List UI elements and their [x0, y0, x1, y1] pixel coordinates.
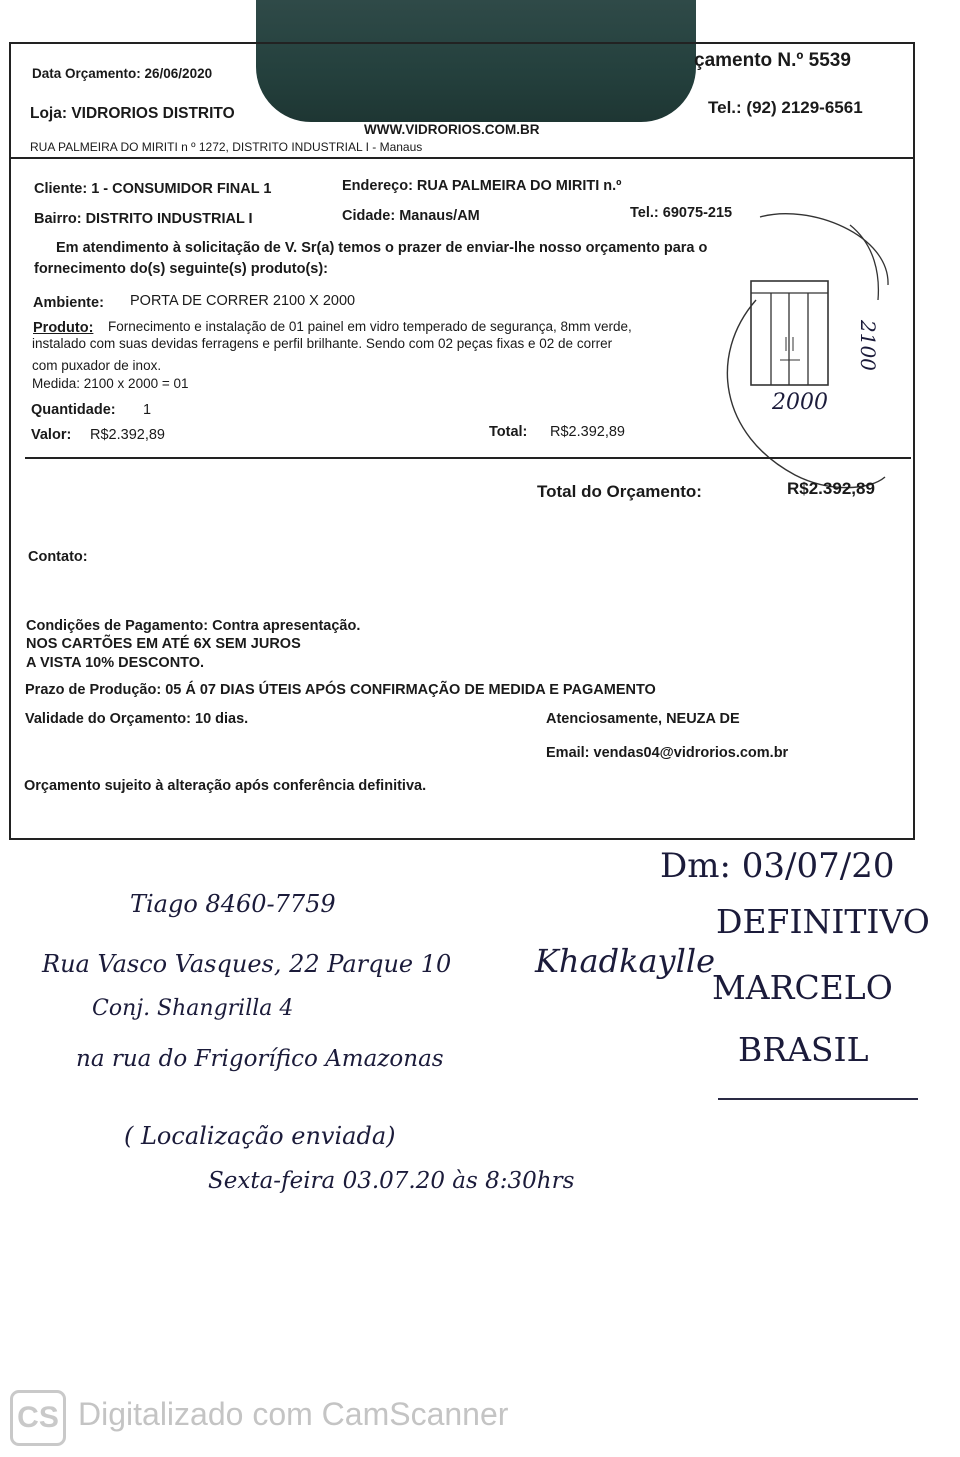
quote-date: Data Orçamento: 26/06/2020	[32, 66, 213, 81]
intro-line-2: fornecimento do(s) seguinte(s) produto(s):	[34, 261, 329, 277]
handwritten-definitivo: DEFINITIVO	[716, 902, 930, 941]
store-name: Loja: VIDRORIOS DISTRITO	[30, 105, 235, 122]
handwritten-address-2: Conj. Shangrilla 4	[92, 996, 294, 1021]
regards: Atenciosamente, NEUZA DE	[546, 711, 740, 727]
handwritten-date-note: Dm: 03/07/20	[660, 846, 895, 886]
seller-email: Email: vendas04@vidrorios.com.br	[546, 745, 789, 761]
client-name: Cliente: 1 - CONSUMIDOR FINAL 1	[34, 181, 272, 197]
value-label: Valor:	[31, 427, 72, 443]
client-address: Endereço: RUA PALMEIRA DO MIRITI n.º	[342, 178, 622, 194]
product-desc-line-1: Fornecimento e instalação de 01 painel em vidro temperado de segurança, 8mm verde,	[108, 319, 632, 334]
handwritten-address-1: Rua Vasco Vasques, 22 Parque 10	[42, 950, 452, 978]
items-divider	[25, 457, 911, 459]
client-city: Cidade: Manaus/AM	[342, 208, 480, 224]
handwritten-brasil: BRASIL	[738, 1030, 869, 1069]
product-label: Produto:	[33, 320, 94, 336]
handwritten-marcelo: MARCELO	[712, 968, 893, 1007]
quote-validity: Validade do Orçamento: 10 dias.	[25, 711, 249, 727]
quantity-value: 1	[143, 402, 152, 418]
environment-label: Ambiente:	[33, 295, 104, 311]
value-amount: R$2.392,89	[90, 427, 165, 443]
intro-line-1: Em atendimento à solicitação de V. Sr(a) temos o prazer de enviar-lhe nosso orçamento para o	[56, 240, 708, 256]
payment-discount: A VISTA 10% DESCONTO.	[26, 655, 205, 671]
grand-total-label: Total do Orçamento:	[537, 482, 702, 501]
payment-terms: Condições de Pagamento: Contra apresentação.	[26, 618, 361, 634]
handwritten-schedule: Sexta-feira 03.07.20 às 8:30hrs	[208, 1168, 575, 1194]
environment-value: PORTA DE CORRER 2100 X 2000	[130, 293, 356, 309]
handwritten-signature: Khadkaylle	[535, 942, 716, 980]
client-phone: Tel.: 69075-215	[630, 205, 733, 221]
camscanner-logo: CS	[10, 1390, 66, 1446]
grand-total-value: R$2.392,89	[787, 479, 875, 498]
product-desc-line-2: instalado com suas devidas ferragens e perfil brilhante. Sendo com 02 peças fixas e 02 de correr	[32, 336, 613, 351]
quantity-label: Quantidade:	[31, 402, 116, 418]
handwritten-name-phone: Tiago 8460-7759	[130, 890, 336, 918]
item-total-value: R$2.392,89	[550, 424, 625, 440]
product-desc-line-3: com puxador de inox.	[32, 358, 162, 373]
sketch-height-note: 2100	[856, 320, 880, 371]
measure: Medida: 2100 x 2000 = 01	[32, 376, 189, 391]
sketch-width-note: 2000	[772, 390, 828, 415]
payment-installments: NOS CARTÕES EM ATÉ 6X SEM JUROS	[26, 636, 301, 652]
item-total-label: Total:	[489, 424, 528, 440]
camscanner-watermark: Digitalizado com CamScanner	[78, 1396, 509, 1432]
header-divider	[9, 157, 913, 159]
quote-number: çamento N.º 5539	[694, 50, 851, 71]
disclaimer: Orçamento sujeito à alteração após conferência definitiva.	[24, 778, 427, 794]
handwritten-address-3: na rua do Frigorífico Amazonas	[76, 1046, 444, 1072]
handwritten-location: ( Localização enviada)	[124, 1122, 396, 1150]
store-website: WWW.VIDRORIOS.COM.BR	[364, 122, 540, 137]
store-phone: Tel.: (92) 2129-6561	[708, 98, 863, 117]
client-district: Bairro: DISTRITO INDUSTRIAL I	[34, 211, 253, 227]
store-address: RUA PALMEIRA DO MIRITI n º 1272, DISTRITO INDUSTRIAL I - Manaus	[30, 140, 423, 154]
contact-label: Contato:	[28, 549, 88, 565]
production-time: Prazo de Produção: 05 Á 07 DIAS ÚTEIS APÓS CONFIRMAÇÃO DE MEDIDA E PAGAMENTO	[25, 682, 656, 698]
handwritten-underline	[718, 1098, 918, 1100]
